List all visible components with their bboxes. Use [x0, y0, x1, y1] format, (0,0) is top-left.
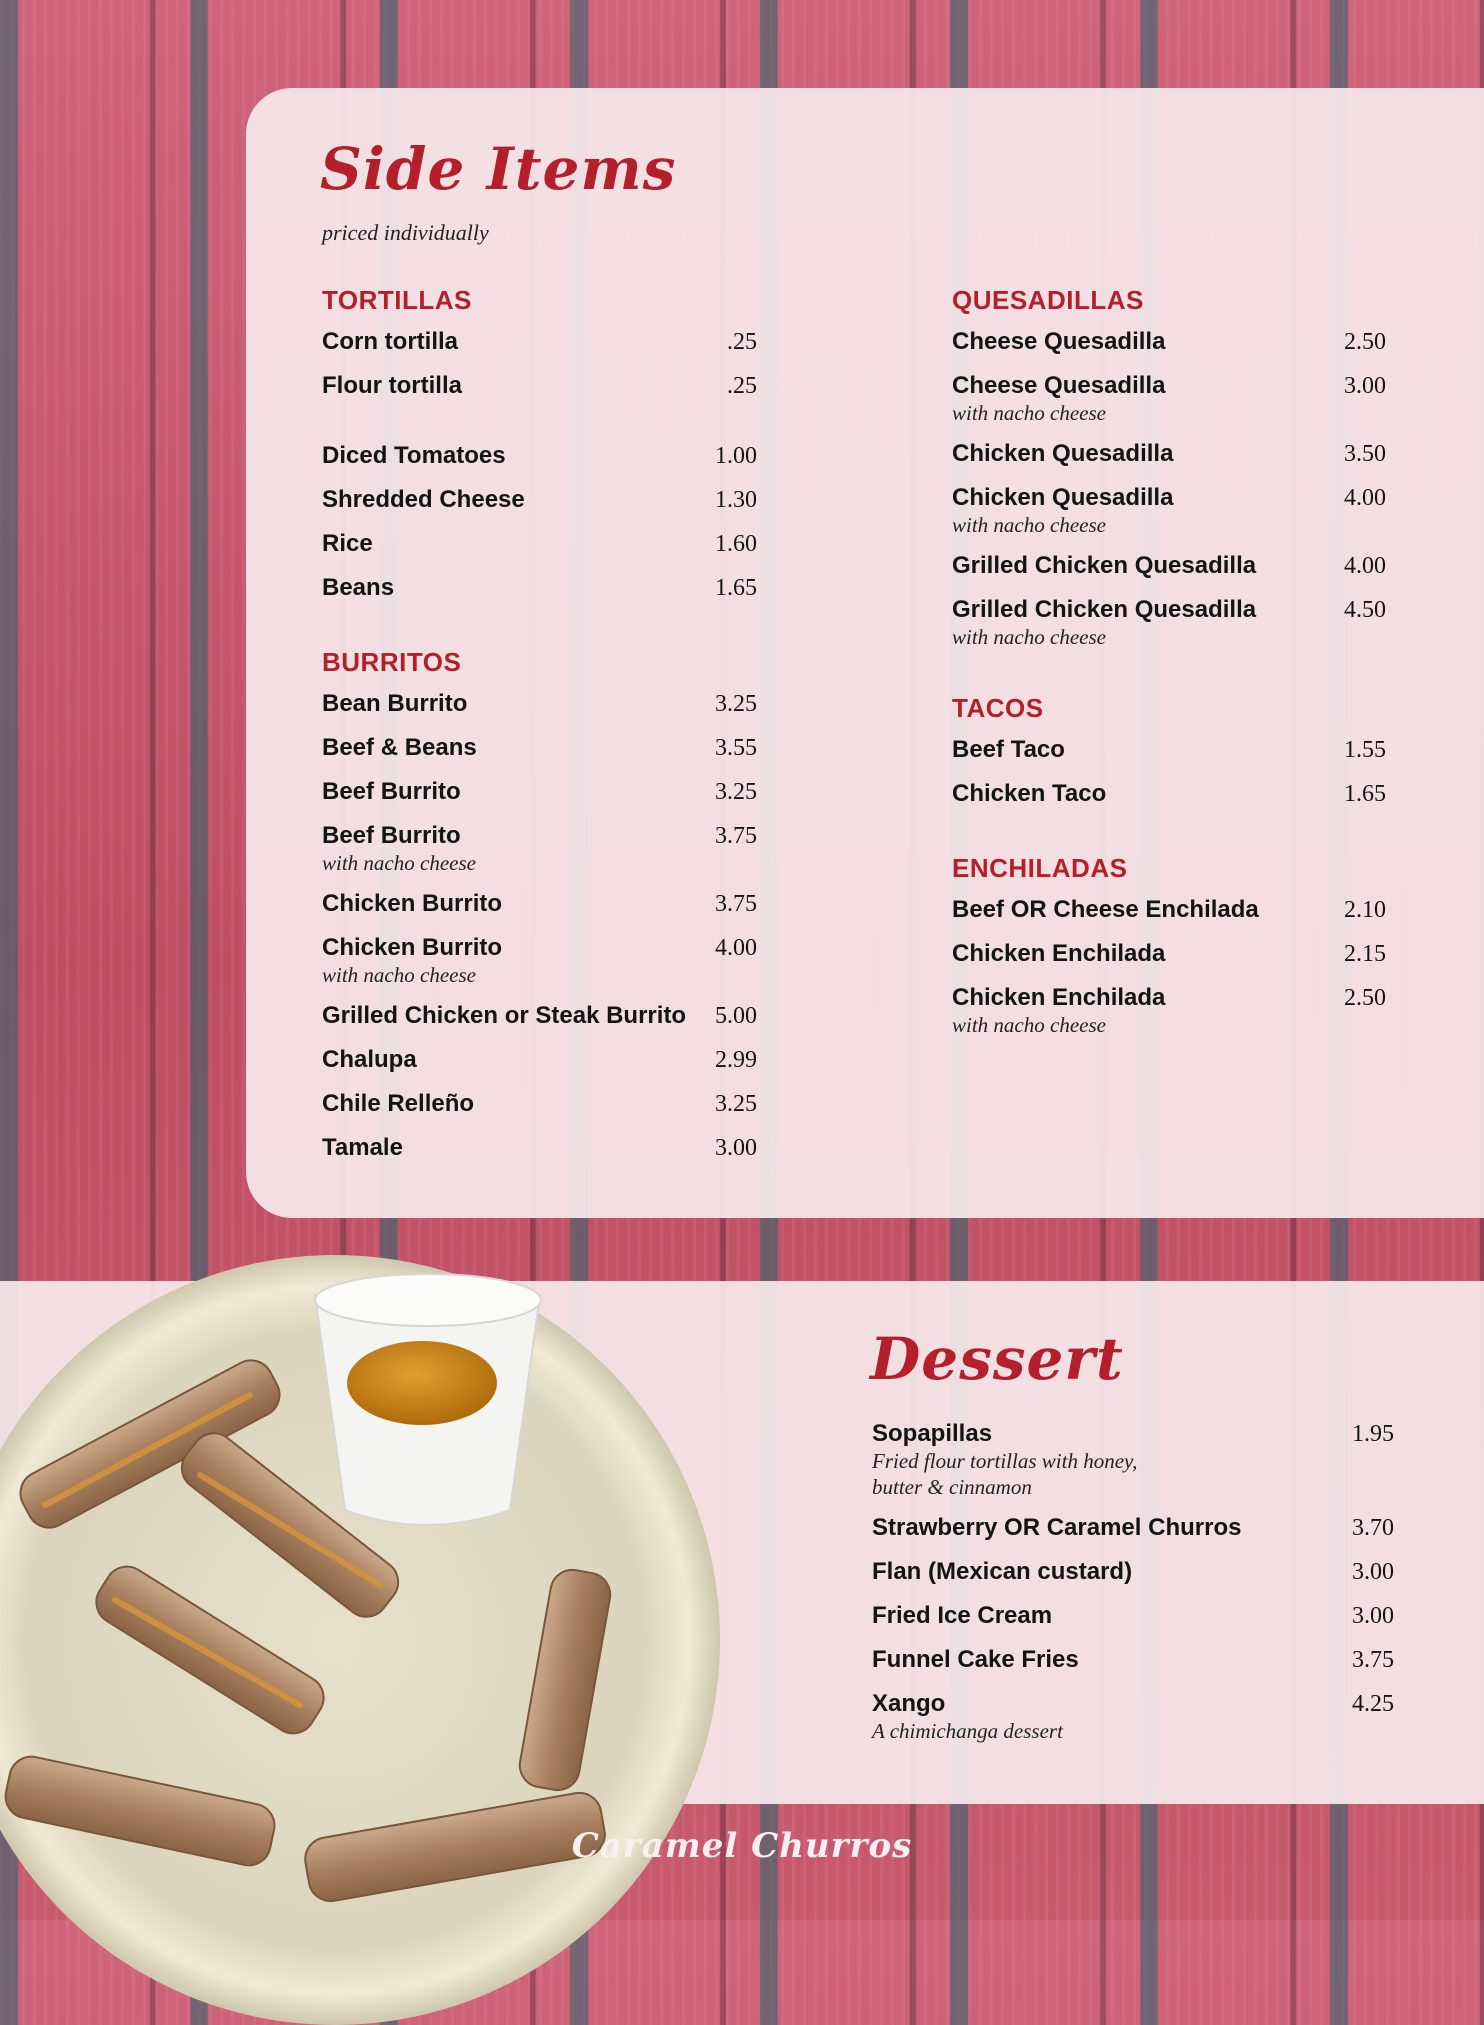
section-spacer — [322, 414, 757, 440]
item-description: Fried flour tortillas with honey, butter & cinnamon — [872, 1449, 1138, 1499]
menu-item — [322, 484, 757, 516]
section-spacer — [322, 616, 757, 644]
menu-item-row — [322, 1044, 757, 1076]
item-name: Flan (Mexican custard) — [872, 1558, 1133, 1585]
item-name: Cheese Quesadilla — [952, 372, 1166, 399]
item-name: Beef Burrito — [322, 778, 461, 805]
side-items-subtitle: priced individually — [322, 220, 489, 245]
item-name: Beef OR Cheese Enchilada — [952, 896, 1259, 923]
menu-item-row — [322, 688, 757, 720]
item-price: 4.00 — [1344, 485, 1386, 511]
item-price: 4.50 — [1344, 597, 1386, 623]
item-price: 4.00 — [1344, 553, 1386, 579]
menu-item — [322, 888, 757, 920]
item-price: 1.65 — [1344, 781, 1386, 807]
menu-item — [322, 326, 757, 358]
menu-item — [952, 594, 1386, 650]
section-heading: ENCHILADAS — [952, 853, 1128, 883]
menu-item-row — [322, 1132, 757, 1164]
item-name: Chicken Burrito — [322, 890, 503, 917]
menu-item — [952, 370, 1386, 426]
section-spacer — [952, 662, 1386, 690]
menu-item — [322, 1044, 757, 1076]
item-name: Chicken Burrito — [322, 934, 503, 961]
menu-item-row — [322, 1088, 757, 1120]
item-name: Chicken Quesadilla — [952, 440, 1174, 467]
item-name: Beef Taco — [952, 736, 1065, 763]
menu-item-row — [322, 370, 757, 402]
menu-item — [322, 370, 757, 402]
item-description: with nacho cheese — [952, 401, 1106, 425]
item-price: 3.25 — [715, 1091, 757, 1117]
menu-item-row — [952, 894, 1386, 926]
menu-item-row — [952, 482, 1386, 514]
item-price: 3.75 — [715, 891, 757, 917]
item-price: 1.30 — [715, 487, 757, 513]
menu-item-row — [952, 734, 1386, 766]
item-name: Chicken Enchilada — [952, 984, 1166, 1011]
menu-item-row — [952, 438, 1386, 470]
dessert-column — [872, 1418, 1394, 1756]
menu-item — [872, 1644, 1394, 1676]
menu-item — [322, 688, 757, 720]
menu-item-row — [952, 370, 1386, 402]
section-heading: TACOS — [952, 693, 1044, 723]
item-name: Xango — [872, 1690, 946, 1717]
item-description: with nacho cheese — [952, 625, 1106, 649]
item-price: 3.50 — [1344, 441, 1386, 467]
menu-item-row — [952, 326, 1386, 358]
item-name: Grilled Chicken Quesadilla — [952, 596, 1257, 623]
item-name: Chile Relleño — [322, 1090, 475, 1117]
menu-item-row — [952, 982, 1386, 1014]
item-price: 3.00 — [1352, 1603, 1394, 1629]
menu-item — [952, 482, 1386, 538]
side-items-title: Side Items — [320, 135, 677, 203]
item-price: 4.00 — [715, 935, 757, 961]
menu-item — [872, 1418, 1394, 1500]
menu-item — [872, 1688, 1394, 1744]
menu-item — [322, 528, 757, 560]
item-name: Grilled Chicken Quesadilla — [952, 552, 1257, 579]
menu-item-row — [322, 776, 757, 808]
menu-item — [872, 1600, 1394, 1632]
item-name: Chalupa — [322, 1046, 417, 1073]
section-spacer — [952, 822, 1386, 850]
item-name: Rice — [322, 530, 373, 557]
menu-item — [952, 326, 1386, 358]
item-price: 3.55 — [715, 735, 757, 761]
item-description: with nacho cheese — [322, 851, 476, 875]
menu-item — [952, 982, 1386, 1038]
menu-item-row — [322, 528, 757, 560]
item-name: Tamale — [322, 1134, 403, 1161]
dessert-title: Dessert — [870, 1325, 1124, 1393]
item-description: with nacho cheese — [952, 513, 1106, 537]
item-name: Cheese Quesadilla — [952, 328, 1166, 355]
item-description: with nacho cheese — [322, 963, 476, 987]
menu-item — [872, 1556, 1394, 1588]
item-name: Beef & Beans — [322, 734, 477, 761]
menu-item-row — [872, 1418, 1394, 1450]
item-price: 3.00 — [1344, 373, 1386, 399]
menu-item-row — [322, 484, 757, 516]
menu-item-row — [322, 732, 757, 764]
menu-item-row — [952, 778, 1386, 810]
menu-item — [952, 778, 1386, 810]
menu-item — [952, 734, 1386, 766]
section-heading: QUESADILLAS — [952, 285, 1144, 315]
menu-item-row — [322, 820, 757, 852]
churros-photo — [0, 1255, 720, 2025]
left-menu-column — [322, 282, 757, 1176]
menu-item-row — [952, 550, 1386, 582]
item-price: 3.75 — [1352, 1647, 1394, 1673]
item-name: Funnel Cake Fries — [872, 1646, 1079, 1673]
item-name: Beans — [322, 574, 395, 601]
item-name: Bean Burrito — [322, 690, 468, 717]
item-name: Sopapillas — [872, 1420, 993, 1447]
item-name: Flour tortilla — [322, 372, 462, 399]
item-name: Chicken Taco — [952, 780, 1107, 807]
menu-item — [322, 776, 757, 808]
item-price: 1.55 — [1344, 737, 1386, 763]
item-price: 3.00 — [1352, 1559, 1394, 1585]
menu-item — [952, 894, 1386, 926]
photo-caption: Caramel Churros — [571, 1826, 913, 1866]
menu-item — [322, 440, 757, 472]
menu-item — [322, 732, 757, 764]
item-name: Chicken Quesadilla — [952, 484, 1174, 511]
item-price: 5.00 — [715, 1003, 757, 1029]
menu-item-row — [872, 1512, 1394, 1544]
item-price: 4.25 — [1352, 1691, 1394, 1717]
menu-item — [872, 1512, 1394, 1544]
item-price: 1.65 — [715, 575, 757, 601]
menu-item — [322, 1088, 757, 1120]
item-price: 2.10 — [1344, 897, 1386, 923]
menu-item-row — [872, 1688, 1394, 1720]
item-name: Diced Tomatoes — [322, 442, 506, 469]
item-name: Shredded Cheese — [322, 486, 525, 513]
menu-item — [322, 820, 757, 876]
section-heading: BURRITOS — [322, 647, 462, 677]
item-price: .25 — [727, 329, 757, 355]
item-price: .25 — [727, 373, 757, 399]
item-description: A chimichanga dessert — [872, 1719, 1063, 1743]
menu-item — [322, 1132, 757, 1164]
menu-item-row — [872, 1556, 1394, 1588]
menu-item-row — [872, 1644, 1394, 1676]
item-price: 2.99 — [715, 1047, 757, 1073]
item-name: Chicken Enchilada — [952, 940, 1166, 967]
item-price: 1.95 — [1352, 1421, 1394, 1447]
menu-item — [322, 1000, 757, 1032]
item-name: Corn tortilla — [322, 328, 458, 355]
item-price: 1.00 — [715, 443, 757, 469]
item-price: 2.15 — [1344, 941, 1386, 967]
menu-item-row — [322, 932, 757, 964]
item-price: 3.25 — [715, 691, 757, 717]
item-name: Strawberry OR Caramel Churros — [872, 1514, 1242, 1541]
menu-item — [952, 938, 1386, 970]
menu-item-row — [952, 938, 1386, 970]
item-price: 3.70 — [1352, 1515, 1394, 1541]
item-name: Fried Ice Cream — [872, 1602, 1053, 1629]
menu-item-row — [322, 440, 757, 472]
menu-item — [952, 550, 1386, 582]
menu-item-row — [322, 888, 757, 920]
item-price: 3.75 — [715, 823, 757, 849]
menu-item-row — [872, 1600, 1394, 1632]
item-price: 3.00 — [715, 1135, 757, 1161]
item-price: 1.60 — [715, 531, 757, 557]
item-name: Beef Burrito — [322, 822, 461, 849]
menu-item — [322, 572, 757, 604]
item-price: 3.25 — [715, 779, 757, 805]
item-description: with nacho cheese — [952, 1013, 1106, 1037]
item-name: Grilled Chicken or Steak Burrito — [322, 1002, 687, 1029]
section-heading: TORTILLAS — [322, 285, 472, 315]
menu-item-row — [322, 572, 757, 604]
menu-item-row — [322, 1000, 757, 1032]
right-menu-column — [952, 282, 1386, 1050]
menu-item-row — [322, 326, 757, 358]
item-price: 2.50 — [1344, 329, 1386, 355]
menu-item-row — [952, 594, 1386, 626]
menu-item — [952, 438, 1386, 470]
menu-item — [322, 932, 757, 988]
item-price: 2.50 — [1344, 985, 1386, 1011]
